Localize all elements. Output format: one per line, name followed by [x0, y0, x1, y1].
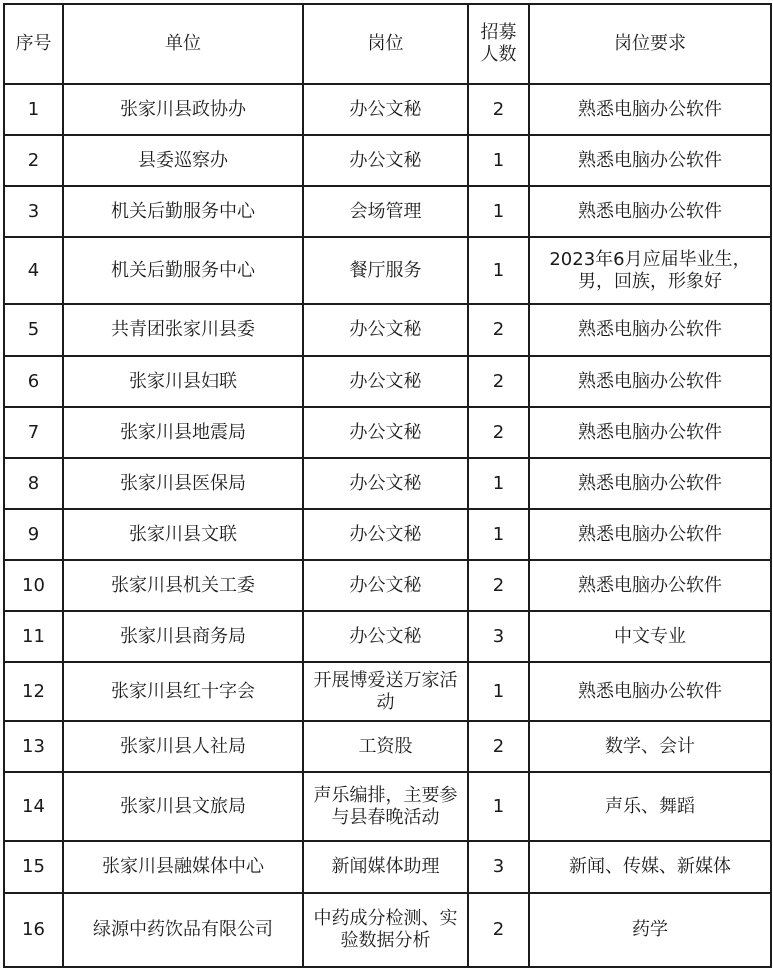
cell-no: 13: [4, 721, 63, 772]
cell-requirement: 新闻、传媒、新媒体: [529, 841, 771, 893]
cell-requirement: 熟悉电脑办公软件: [529, 509, 771, 560]
header-no: 序号: [4, 4, 63, 84]
header-row: [4, 4, 771, 84]
cell-unit: 张家川县人社局: [63, 721, 303, 772]
cell-count: 3: [468, 841, 529, 893]
table-row: [4, 841, 771, 893]
cell-unit: 张家川县红十字会: [63, 662, 303, 721]
cell-unit: 张家川县商务局: [63, 611, 303, 662]
table-row: [4, 509, 771, 560]
cell-count: 2: [468, 84, 529, 135]
cell-requirement: 药学: [529, 893, 771, 967]
table-row: [4, 560, 771, 611]
cell-no: 9: [4, 509, 63, 560]
cell-no: 4: [4, 237, 63, 304]
cell-unit: 机关后勤服务中心: [63, 237, 303, 304]
cell-requirement: 数学、会计: [529, 721, 771, 772]
cell-post: 办公文秘: [303, 356, 468, 407]
header-requirement: 岗位要求: [529, 4, 771, 84]
cell-requirement: 熟悉电脑办公软件: [529, 662, 771, 721]
cell-unit: 张家川县妇联: [63, 356, 303, 407]
table-row: [4, 893, 771, 967]
cell-post: 声乐编排，主要参与县春晚活动: [303, 772, 468, 841]
header-count: [468, 4, 529, 84]
table-row: [4, 458, 771, 509]
cell-requirement: 熟悉电脑办公软件: [529, 458, 771, 509]
cell-no: 3: [4, 186, 63, 237]
header-unit: 单位: [63, 4, 303, 84]
cell-requirement: 熟悉电脑办公软件: [529, 84, 771, 135]
cell-no: 5: [4, 304, 63, 356]
cell-unit: 张家川县机关工委: [63, 560, 303, 611]
header-count-line1: 招募: [480, 22, 517, 43]
cell-requirement: 熟悉电脑办公软件: [529, 135, 771, 186]
cell-count: 1: [468, 772, 529, 841]
table-row: [4, 772, 771, 841]
cell-no: 7: [4, 407, 63, 458]
table-row: [4, 135, 771, 186]
cell-unit: 张家川县政协办: [63, 84, 303, 135]
cell-no: 14: [4, 772, 63, 841]
table-row: [4, 304, 771, 356]
cell-post: 办公文秘: [303, 304, 468, 356]
cell-unit: 张家川县地震局: [63, 407, 303, 458]
header-count-line2: 人数: [480, 44, 517, 65]
cell-count: 2: [468, 356, 529, 407]
cell-count: 1: [468, 458, 529, 509]
cell-count: 1: [468, 237, 529, 304]
cell-no: 8: [4, 458, 63, 509]
cell-no: 12: [4, 662, 63, 721]
cell-requirement: 熟悉电脑办公软件: [529, 407, 771, 458]
table-row: [4, 407, 771, 458]
cell-post: 办公文秘: [303, 407, 468, 458]
table-row: [4, 186, 771, 237]
table-row: [4, 84, 771, 135]
cell-post: 办公文秘: [303, 84, 468, 135]
cell-count: 1: [468, 186, 529, 237]
cell-no: 11: [4, 611, 63, 662]
table-row: [4, 662, 771, 721]
table-row: [4, 721, 771, 772]
cell-requirement: 中文专业: [529, 611, 771, 662]
header-post: 岗位: [303, 4, 468, 84]
cell-requirement: 熟悉电脑办公软件: [529, 356, 771, 407]
cell-requirement: 声乐、舞蹈: [529, 772, 771, 841]
cell-count: 2: [468, 721, 529, 772]
cell-post: 办公文秘: [303, 135, 468, 186]
cell-no: 1: [4, 84, 63, 135]
cell-post: 新闻媒体助理: [303, 841, 468, 893]
cell-count: 3: [468, 611, 529, 662]
cell-no: 2: [4, 135, 63, 186]
cell-unit: 张家川县融媒体中心: [63, 841, 303, 893]
cell-no: 16: [4, 893, 63, 967]
table-row: [4, 237, 771, 304]
table-row: [4, 356, 771, 407]
cell-post: 中药成分检测、实验数据分析: [303, 893, 468, 967]
cell-requirement: 熟悉电脑办公软件: [529, 560, 771, 611]
cell-count: 2: [468, 560, 529, 611]
cell-unit: 张家川县医保局: [63, 458, 303, 509]
cell-count: 1: [468, 662, 529, 721]
cell-requirement: 熟悉电脑办公软件: [529, 304, 771, 356]
cell-post: 办公文秘: [303, 611, 468, 662]
cell-count: 1: [468, 509, 529, 560]
cell-post: 会场管理: [303, 186, 468, 237]
cell-unit: 张家川县文联: [63, 509, 303, 560]
cell-unit: 张家川县文旅局: [63, 772, 303, 841]
recruitment-table: [3, 3, 772, 968]
cell-unit: 绿源中药饮品有限公司: [63, 893, 303, 967]
cell-unit: 共青团张家川县委: [63, 304, 303, 356]
cell-count: 1: [468, 135, 529, 186]
cell-post: 工资股: [303, 721, 468, 772]
cell-post: 开展博爱送万家活动: [303, 662, 468, 721]
cell-unit: 县委巡察办: [63, 135, 303, 186]
cell-post: 餐厅服务: [303, 237, 468, 304]
table-row: [4, 611, 771, 662]
cell-post: 办公文秘: [303, 458, 468, 509]
cell-count: 2: [468, 893, 529, 967]
cell-requirement: 熟悉电脑办公软件: [529, 186, 771, 237]
cell-no: 15: [4, 841, 63, 893]
cell-requirement: 2023年6月应届毕业生，男，回族，形象好: [529, 237, 771, 304]
cell-no: 6: [4, 356, 63, 407]
cell-post: 办公文秘: [303, 560, 468, 611]
cell-count: 2: [468, 407, 529, 458]
cell-unit: 机关后勤服务中心: [63, 186, 303, 237]
cell-no: 10: [4, 560, 63, 611]
cell-post: 办公文秘: [303, 509, 468, 560]
cell-count: 2: [468, 304, 529, 356]
